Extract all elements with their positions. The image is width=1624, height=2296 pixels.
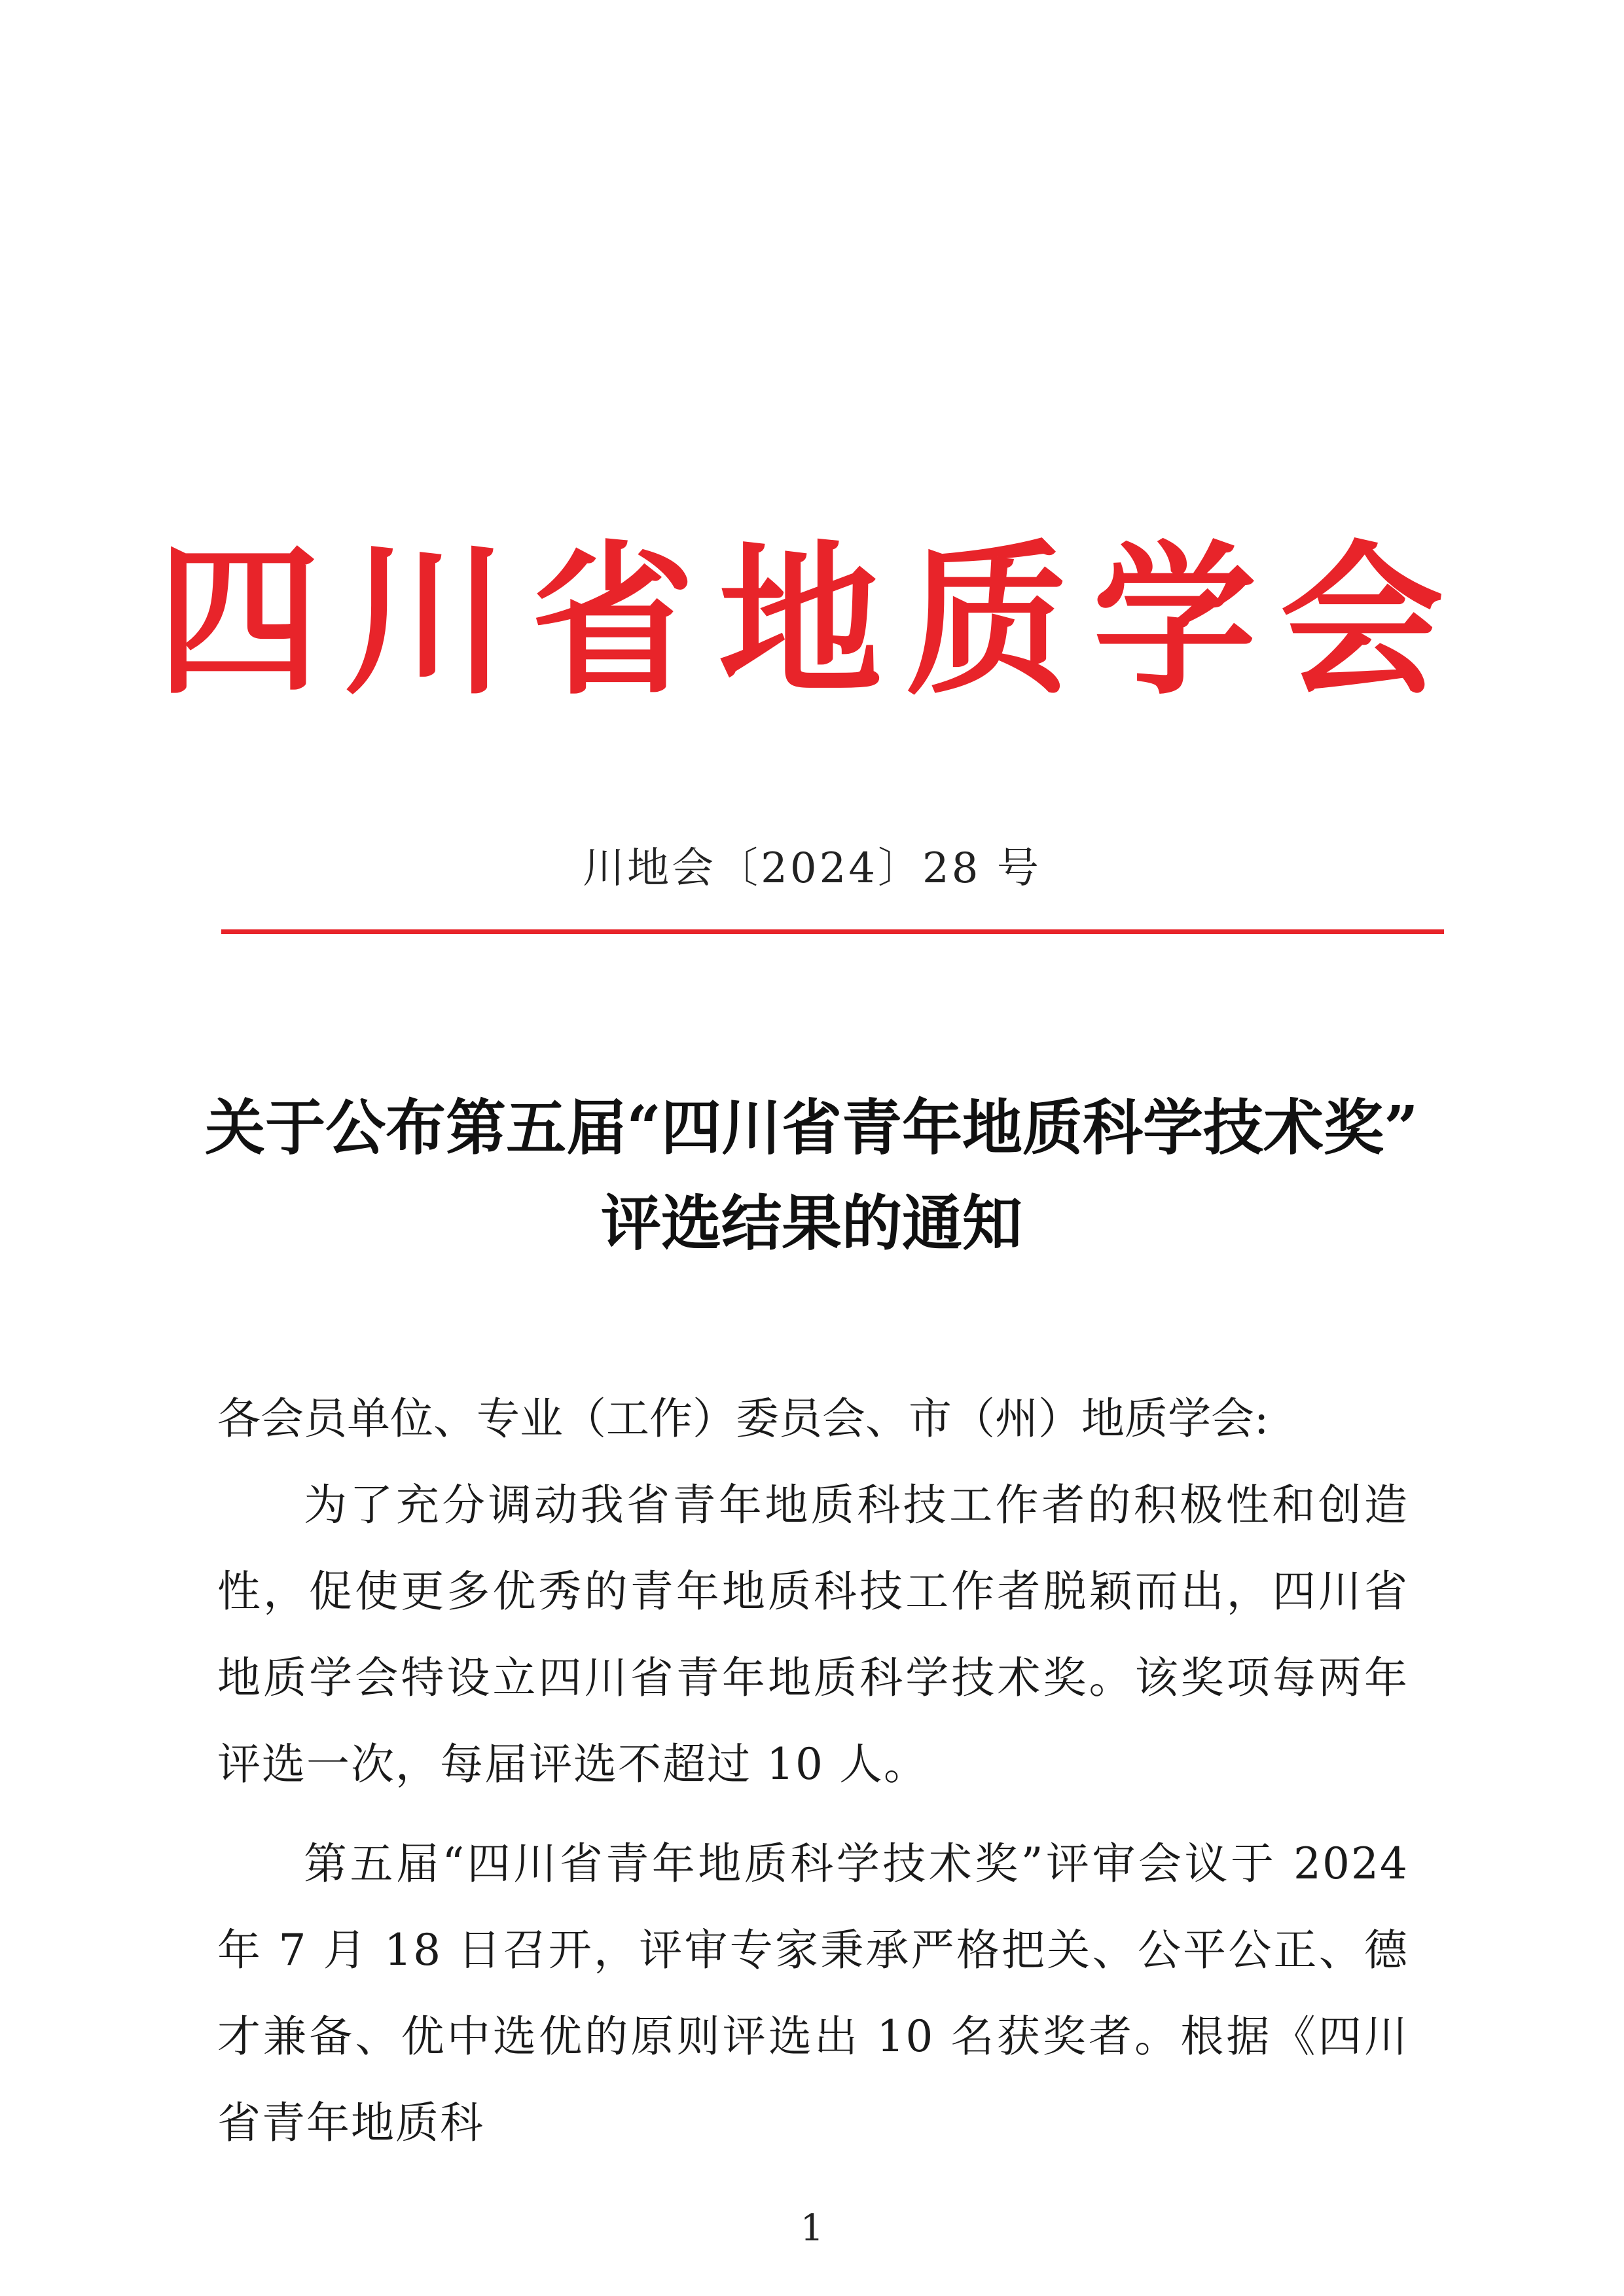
notice-title-line-1: 关于公布第五届“四川省青年地质科学技术奖”: [205, 1092, 1418, 1163]
notice-title: [164, 1080, 1460, 1271]
document-number: 川地会〔2024〕28 号: [583, 844, 1041, 893]
page-number: 1: [800, 2207, 824, 2250]
body-paragraph-1: 为了充分调动我省青年地质科技工作者的积极性和创造性，促使更多优秀的青年地质科技工作者脱颖而出，四川省地质学会特设立四川省青年地质科学技术奖。该奖项每两年评选一次，每届评选不超过 10 人。: [217, 1480, 1409, 1789]
letterhead-red-rule: [221, 929, 1444, 934]
body-paragraph-2: 第五届“四川省青年地质科学技术奖”评审会议于 2024 年 7 月 18 日召开，评审专家秉承严格把关、公平公正、德才兼备、优中选优的原则评选出 10 名获奖者。根据《四川省青年地质科: [217, 1839, 1409, 2148]
notice-body: [217, 1376, 1409, 2166]
notice-title-line-2: 评选结果的通知: [600, 1188, 1022, 1259]
letterhead-org-name: 四川省地质学会: [156, 526, 1468, 717]
addressee-line: 各会员单位、专业（工作）委员会、市（州）地质学会:: [217, 1393, 1269, 1444]
